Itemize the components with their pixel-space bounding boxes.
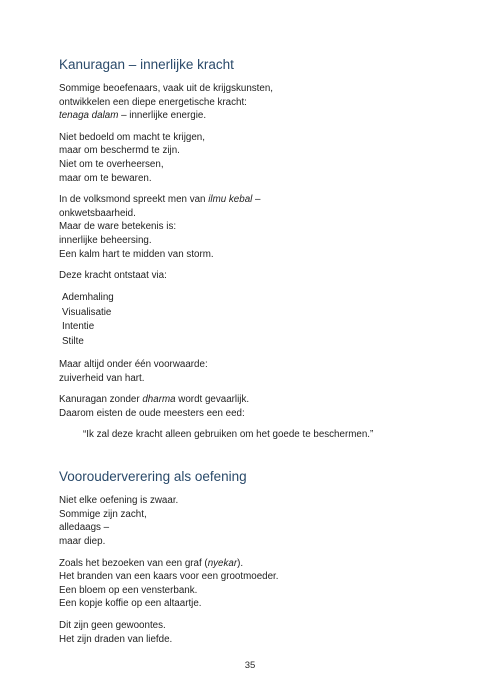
paragraph: Deze kracht ontstaat via:: [59, 270, 167, 282]
list-item: Intentie: [62, 321, 95, 333]
text-line: tenaga dalam – innerlijke energie.: [59, 110, 207, 122]
list-item: Ademhaling: [62, 291, 114, 303]
italic-term: tenaga dalam: [59, 110, 119, 122]
text-line: Een bloem op een vensterbank.: [59, 584, 198, 596]
paragraph: [59, 82, 449, 123]
text-line: Niet elke oefening is zwaar.: [59, 495, 179, 507]
text-line: onkwetsbaarheid.: [59, 207, 136, 219]
paragraph: [59, 393, 449, 420]
text-line: innerlijke beheersing.: [59, 234, 152, 246]
text-line: Niet bedoeld om macht te krijgen,: [59, 131, 205, 143]
text-line: Een kalm hart te midden van storm.: [59, 248, 214, 260]
text-line: maar diep.: [59, 536, 106, 548]
paragraph: [59, 494, 449, 548]
text-line: Kanuragan zonder dharma wordt gevaarlijk.: [59, 394, 250, 406]
italic-term: nyekar: [207, 557, 238, 569]
text-line: Het zijn draden van liefde.: [59, 633, 173, 645]
text-line: Het branden van een kaars voor een grootmoeder.: [59, 571, 279, 583]
page-content: [59, 56, 449, 654]
paragraph: [59, 193, 449, 261]
section-heading: Kanuragan – innerlijke kracht: [59, 57, 234, 72]
text-line: Zoals het bezoeken van een graf (nyekar).: [59, 557, 244, 569]
text-line: maar om te bewaren.: [59, 172, 152, 184]
text-line: Dit zijn geen gewoontes.: [59, 620, 166, 632]
text-line: Maar de ware betekenis is:: [59, 221, 177, 233]
text-line: ontwikkelen een diepe energetische kracht:: [59, 96, 247, 108]
paragraph: [59, 557, 449, 611]
text-line: In de volksmond spreekt men van ilmu kebal –: [59, 194, 261, 206]
italic-term: ilmu kebal: [208, 194, 253, 206]
text-line: Sommige zijn zacht,: [59, 508, 147, 520]
text-line: Niet om te overheersen,: [59, 158, 164, 170]
practice-list: [59, 291, 449, 350]
paragraph: [59, 358, 449, 385]
list-item: Stilte: [62, 336, 84, 348]
text-line: Daarom eisten de oude meesters een eed:: [59, 407, 245, 419]
text-line: alledaags –: [59, 522, 110, 534]
italic-term: dharma: [142, 394, 176, 406]
page-number: 35: [244, 660, 256, 671]
list-item: Visualisatie: [62, 306, 112, 318]
section-kanuragan: [59, 56, 449, 442]
paragraph: [59, 131, 449, 185]
paragraph: [59, 619, 449, 646]
oath-quote: “Ik zal deze kracht alleen gebruiken om het goede te beschermen.”: [83, 429, 374, 441]
section-voorouderverering: [59, 468, 449, 646]
text-line: Sommige beoefenaars, vaak uit de krijgskunsten,: [59, 83, 274, 94]
text-line: Maar altijd onder één voorwaarde:: [59, 358, 208, 370]
text-line: maar om beschermd te zijn.: [59, 145, 180, 157]
text-line: Een kopje koffie op een altaartje.: [59, 598, 202, 610]
text-line: zuiverheid van hart.: [59, 372, 145, 384]
section-heading: Voorouderverering als oefening: [59, 469, 247, 485]
